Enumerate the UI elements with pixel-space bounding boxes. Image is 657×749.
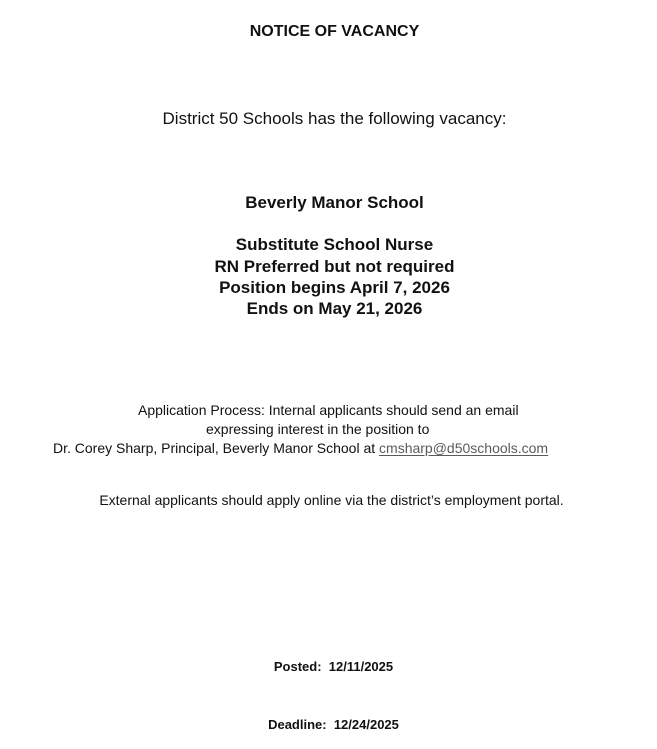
application-process-line-2: expressing interest in the position to [206, 421, 430, 437]
application-process-line-1: Application Process: Internal applicants should send an email [138, 402, 519, 418]
position-end-date: Ends on May 21, 2026 [246, 299, 423, 318]
posted-date [0, 659, 657, 674]
notice-title: NOTICE OF VACANCY [249, 23, 420, 40]
contact-email-link[interactable]: cmsharp@d50schools.com [379, 440, 549, 456]
position-title: Substitute School Nurse [235, 235, 434, 254]
contact-name-text: Dr. Corey Sharp, Principal, Beverly Manor School at [53, 440, 380, 456]
school-name: Beverly Manor School [245, 193, 424, 212]
posted-value: 12/11/2025 [328, 659, 394, 674]
deadline-label: Deadline: [268, 717, 327, 732]
application-process-line-3 [53, 440, 548, 456]
vacancy-intro: District 50 Schools has the following vacancy: [162, 109, 507, 128]
position-start-date: Position begins April 7, 2026 [219, 278, 450, 297]
deadline-date [0, 717, 657, 732]
deadline-value: 12/24/2025 [333, 717, 399, 732]
external-applicants-note: External applicants should apply online via the district’s employment portal. [99, 492, 564, 508]
posted-label: Posted: [273, 659, 322, 674]
position-requirement: RN Preferred but not required [214, 257, 455, 276]
